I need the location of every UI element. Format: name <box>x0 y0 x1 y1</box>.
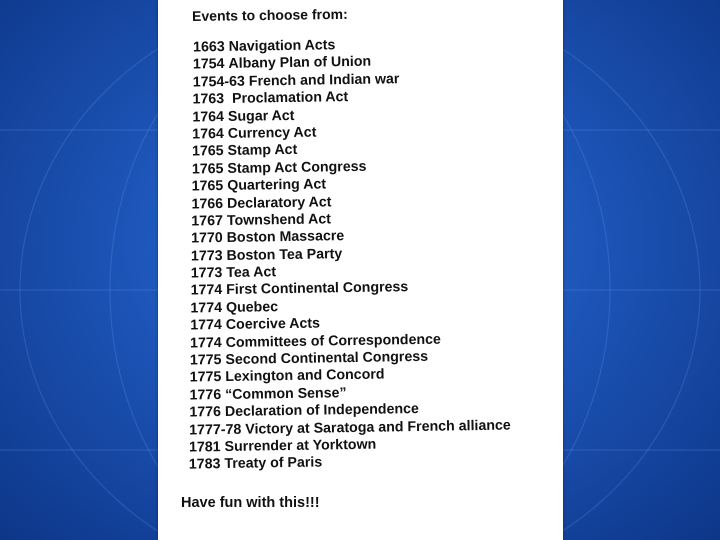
event-year: 1774 <box>189 334 222 352</box>
event-name: Tea Act <box>226 264 277 282</box>
event-year: 1767 <box>191 212 224 230</box>
page-heading: Events to choose from: <box>192 5 348 24</box>
event-name: Proclamation Act <box>228 89 349 108</box>
event-name: Townshend Act <box>226 211 332 229</box>
event-year: 1663 <box>192 38 225 56</box>
event-year: 1763 <box>192 91 225 108</box>
event-name: Committees of Correspondence <box>225 331 441 351</box>
event-year: 1783 <box>188 456 221 473</box>
event-name: Boston Tea Party <box>226 245 343 264</box>
event-name: Currency Act <box>227 124 317 142</box>
event-year: 1777-78 <box>189 421 242 439</box>
scanned-page <box>158 0 563 540</box>
event-year: 1774 <box>190 317 222 334</box>
event-year: 1773 <box>190 247 223 265</box>
event-name: Quebec <box>225 299 279 316</box>
event-year: 1770 <box>191 230 223 247</box>
footer-note: Have fun with this!!! <box>181 495 320 511</box>
event-name: Declaratory Act <box>226 193 332 212</box>
event-name: Navigation Acts <box>228 37 336 55</box>
event-name: French and Indian war <box>248 70 400 90</box>
event-year: 1754 <box>192 56 225 73</box>
event-name: Albany Plan of Union <box>228 54 372 73</box>
event-year: 1754-63 <box>192 73 245 91</box>
event-name: Stamp Act <box>227 142 298 160</box>
event-name: Quartering Act <box>227 176 327 195</box>
event-name: Coercive Acts <box>225 315 321 334</box>
event-year: 1764 <box>192 125 224 143</box>
event-name: Stamp Act Congress <box>227 158 367 177</box>
event-name: Treaty of Paris <box>224 454 323 473</box>
event-year: 1776 <box>189 404 222 421</box>
event-year: 1766 <box>191 195 224 213</box>
event-year: 1765 <box>191 178 224 195</box>
event-name: First Continental Congress <box>226 279 409 299</box>
event-name: Surrender at Yorktown <box>224 436 377 455</box>
event-year: 1774 <box>190 299 223 317</box>
event-year: 1764 <box>192 108 225 126</box>
events-list <box>158 35 511 475</box>
event-name: Sugar Act <box>227 107 295 125</box>
event-year: 1776 <box>189 386 222 404</box>
event-name: Boston Massacre <box>226 228 345 247</box>
event-year: 1774 <box>190 282 223 299</box>
event-name: Declaration of Independence <box>224 401 420 421</box>
event-name: Lexington and Concord <box>225 366 385 386</box>
event-year: 1765 <box>191 143 224 160</box>
event-year: 1765 <box>191 160 224 178</box>
event-name: “Common Sense” <box>225 384 347 403</box>
event-name: Second Continental Congress <box>225 348 429 369</box>
event-year: 1773 <box>190 265 223 282</box>
event-name: Victory at Saratoga and French alliance <box>245 417 511 438</box>
event-year: 1781 <box>188 439 221 456</box>
event-year: 1775 <box>189 369 222 386</box>
event-year: 1775 <box>189 352 222 369</box>
